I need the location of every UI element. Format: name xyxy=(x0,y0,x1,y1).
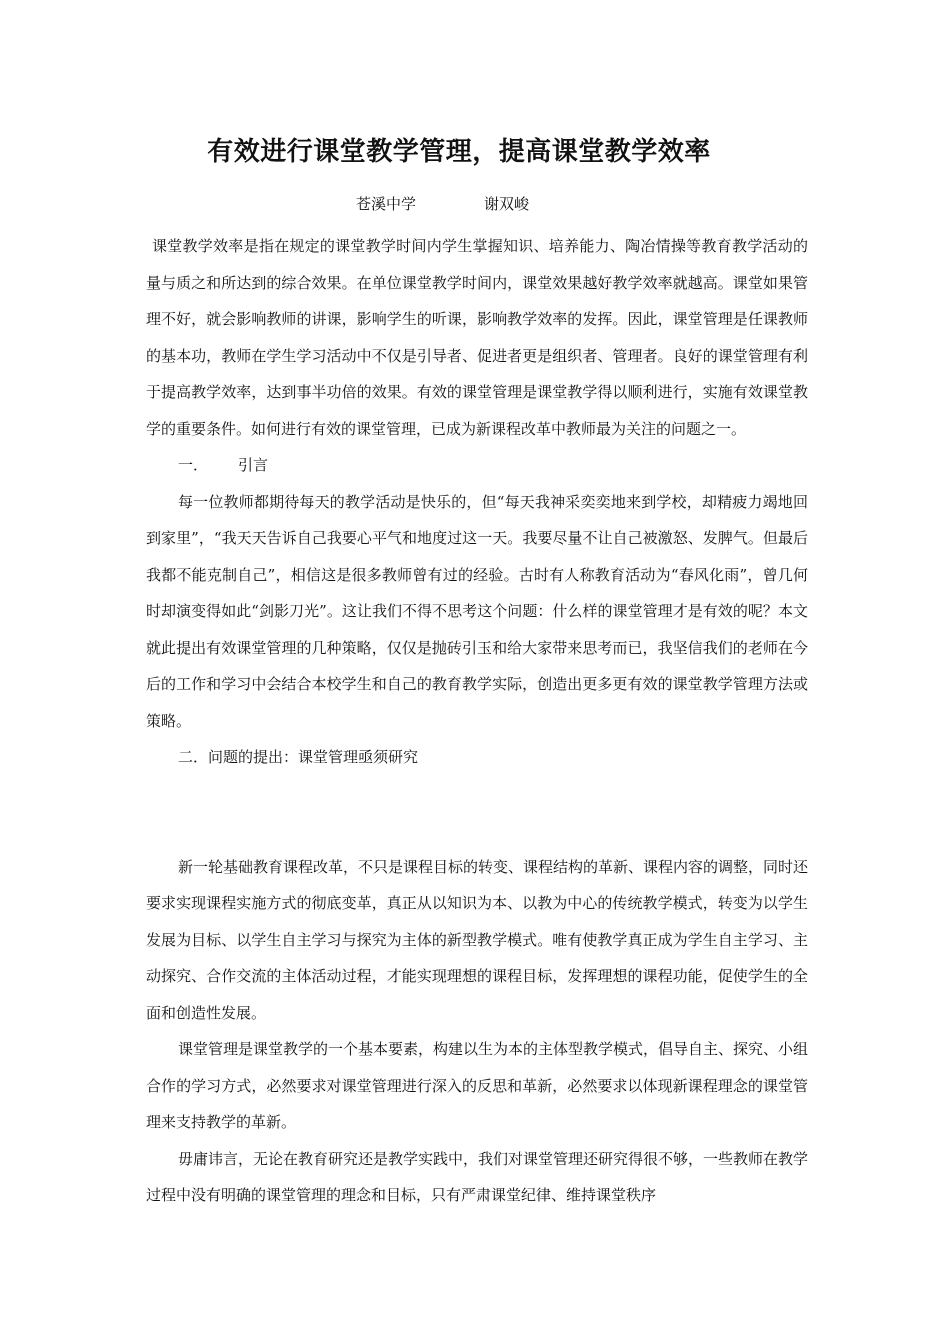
section-number: 一． xyxy=(178,456,209,474)
section-heading-problem: 二．问题的提出：课堂管理亟须研究 xyxy=(178,748,419,766)
section-heading-intro xyxy=(146,447,808,484)
byline xyxy=(356,192,529,216)
author-name: 谢双峻 xyxy=(484,195,530,213)
document-title: 有效进行课堂教学管理，提高课堂教学效率 xyxy=(207,137,711,167)
school-name: 苍溪中学 xyxy=(356,195,417,213)
intro-paragraph: 课堂教学效率是指在规定的课堂教学时间内学生掌握知识、培养能力、陶冶情操等教育教学活动的量与质之和所达到的综合效果。在单位课堂教学时间内，课堂效果越好教学效率就越高。课堂如果管理不好，就会影响教师的讲课，影响学生的听课，影响教学效率的发挥。因此，课堂管理是任课教师的基本功，教师在学生学习活动中不仅是引导者、促进者更是组织者、管理者。良好的课堂管理有利于提高教学效率，达到事半功倍的效果。有效的课堂管理是课堂教学得以顺利进行，实施有效课堂教学的重要条件。如何进行有效的课堂管理，已成为新课程改革中教师最为关注的问题之一。 xyxy=(146,237,808,438)
body-paragraph: 课堂管理是课堂教学的一个基本要素，构建以生为本的主体型教学模式，倡导自主、探究、小组合作的学习方式，必然要求对课堂管理进行深入的反思和革新，必然要求以体现新课程理念的课堂管理来支持教学的革新。 xyxy=(146,1040,809,1131)
blank-space xyxy=(146,776,808,849)
section-title: 引言 xyxy=(238,456,269,474)
body-paragraph: 毋庸讳言，无论在教育研究还是教学实践中，我们对课堂管理还研究得很不够，一些教师在教学过程中没有明确的课堂管理的理念和目标，只有严肃课堂纪律、维持课堂秩序 xyxy=(146,1149,809,1204)
document-body xyxy=(146,228,808,1214)
body-paragraph: 每一位教师都期待每天的教学活动是快乐的，但“每天我神采奕奕地来到学校，却精疲力竭地回到家里”，“我天天告诉自己我要心平气和地度过这一天。我要尽量不让自己被激怒、发脾气。但最后我都不能克制自己”，相信这是很多教师曾有过的经验。古时有人称教育活动为“春风化雨”，曾几何时却演变得如此“剑影刀光”。这让我们不得不思考这个问题：什么样的课堂管理才是有效的呢？本文就此提出有效课堂管理的几种策略，仅仅是抛砖引玉和给大家带来思考而已，我坚信我们的老师在今后的工作和学习中会结合本校学生和自己的教育教学实际，创造出更多更有效的课堂教学管理方法或策略。 xyxy=(146,492,808,730)
body-paragraph: 新一轮基础教育课程改革，不只是课程目标的转变、课程结构的革新、课程内容的调整，同时还要求实现课程实施方式的彻底变革，真正从以知识为本、以教为中心的传统教学模式，转变为以学生发展为目标、以学生自主学习与探究为主体的新型教学模式。唯有使教学真正成为学生自主学习、主动探究、合作交流的主体活动过程，才能实现理想的课程目标，发挥理想的课程功能，促使学生的全面和创造性发展。 xyxy=(146,857,809,1022)
